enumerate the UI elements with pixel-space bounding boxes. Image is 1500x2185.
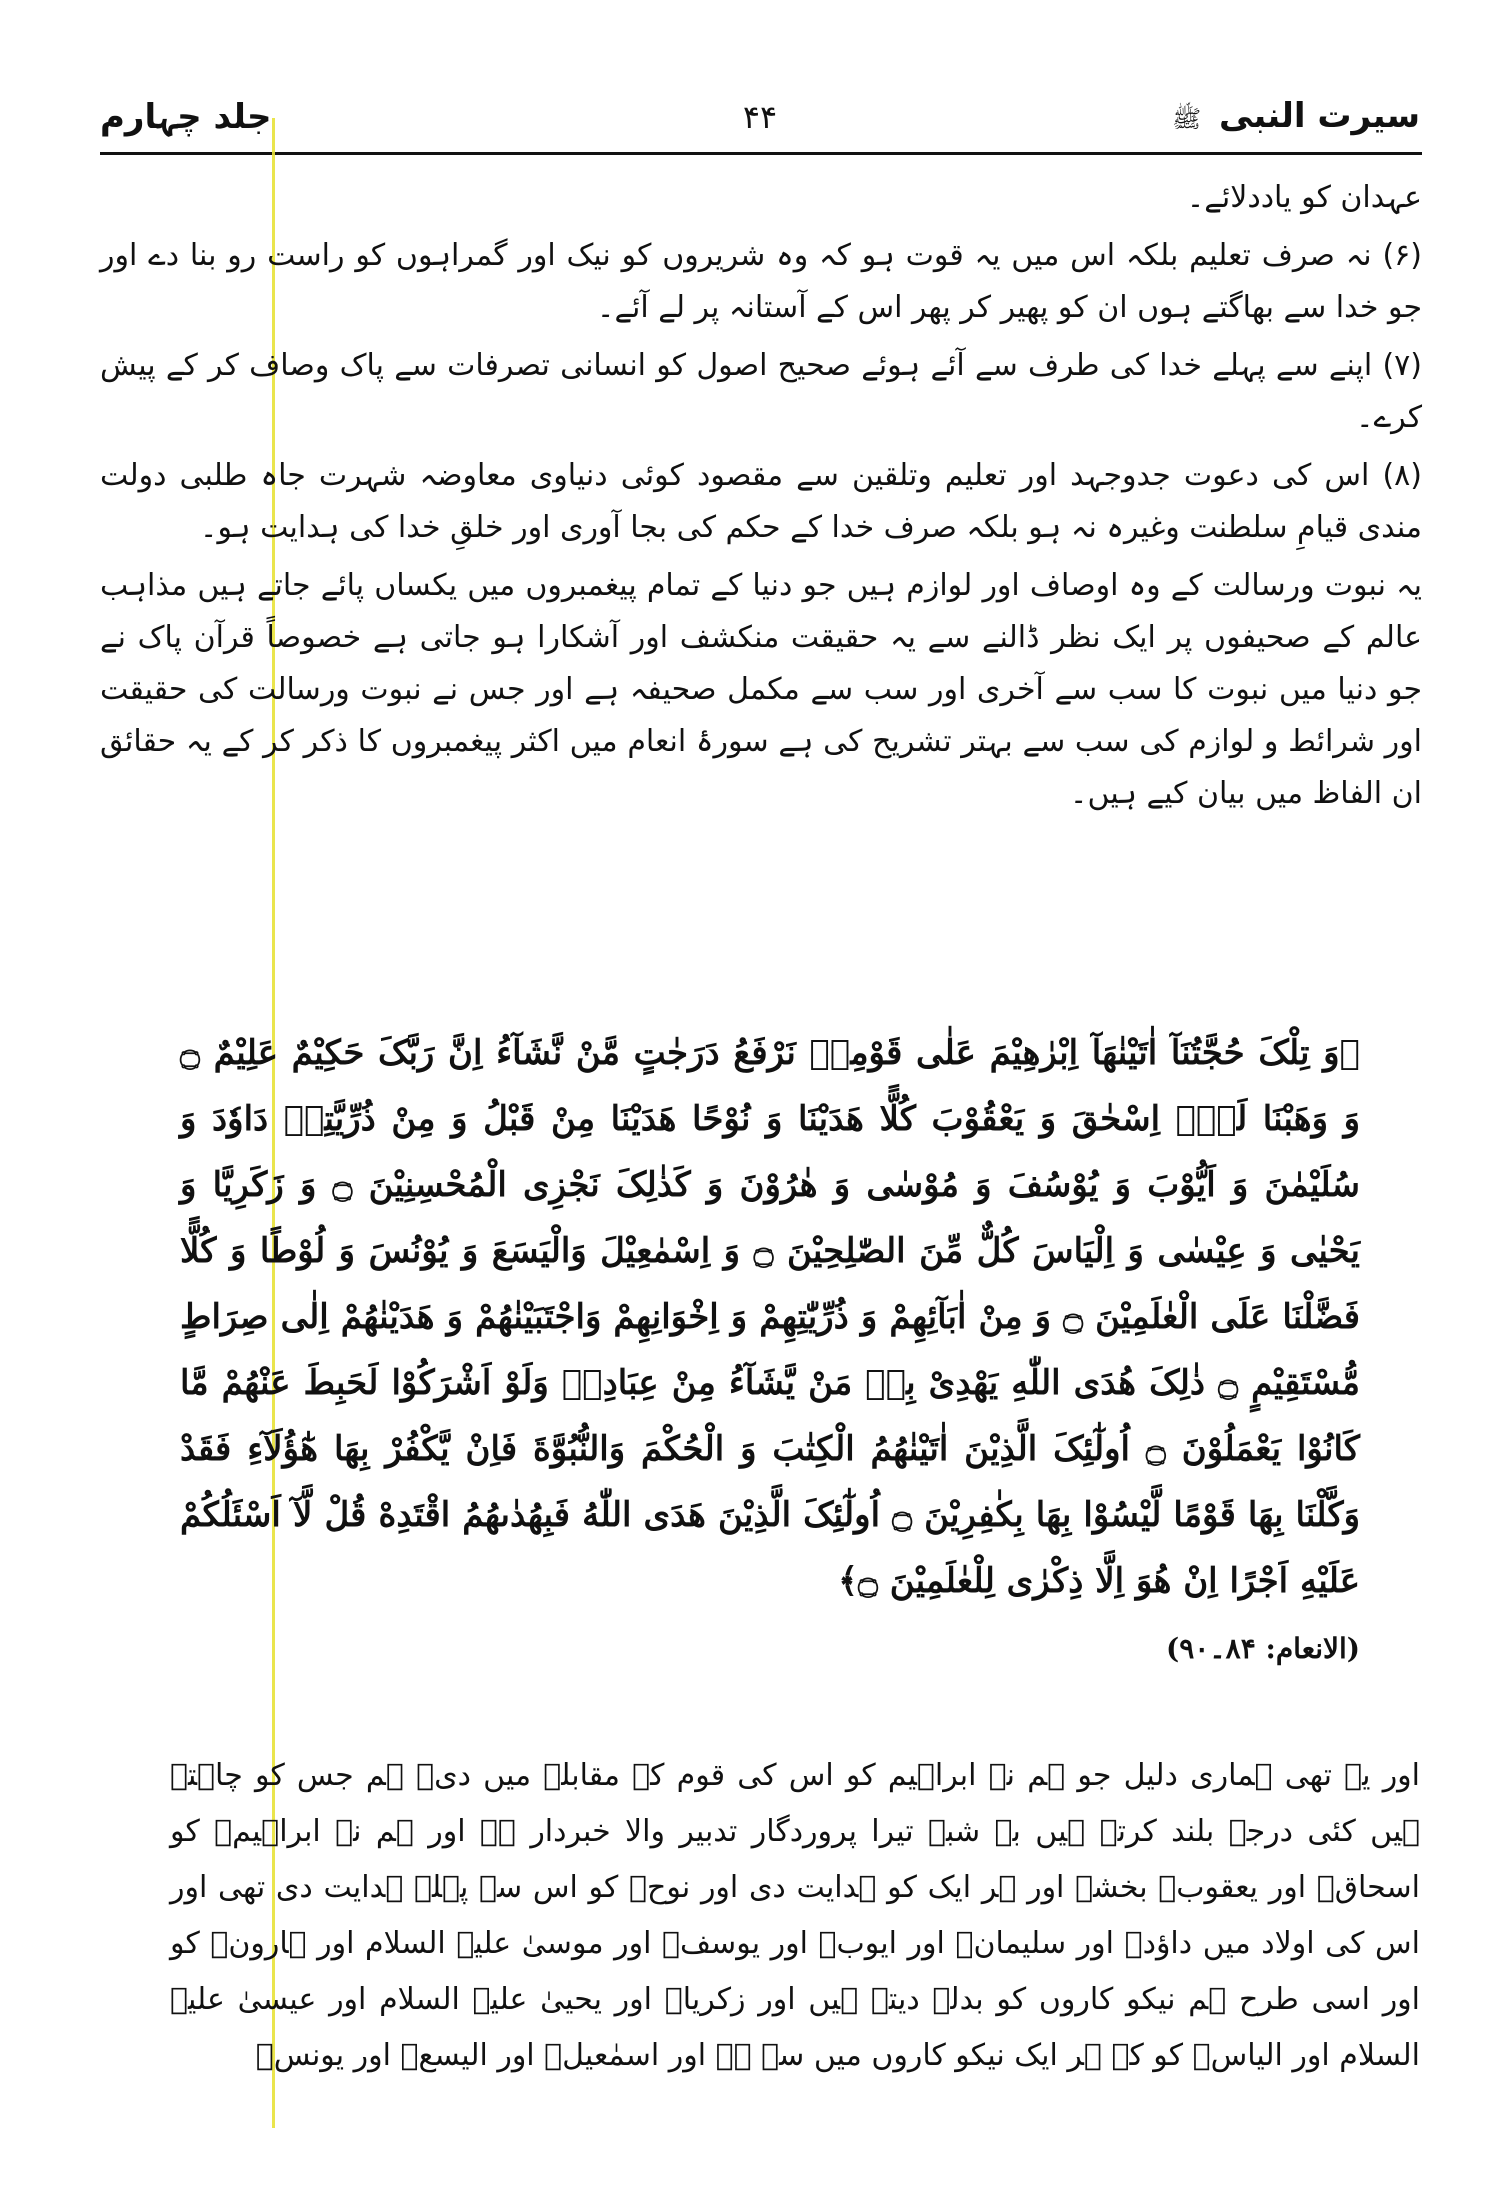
paragraph-summary: یہ نبوت ورسالت کے وہ اوصاف اور لوازم ہیں جو دنیا کے تمام پیغمبروں میں یکساں پائے جاتے ہیں مذاہب عالم کے صحیفوں پر ایک نظر ڈالنے سے یہ حقیقت منکشف اور آشکارا ہو جاتی ہے خصوصاً قرآن پاک نے جو دنیا میں نبوت کا سب سے آخری اور سب سے مکمل صحیفہ ہے اور جس نے نبوت ورسالت کی حقیقت اور شرائط و لوازم کی سب سے بہتر تشریح کی ہے سورۂ انعام میں اکثر پیغمبروں کا ذکر کر کے یہ حقائق ان الفاظ میں بیان کیے ہیں۔: [100, 568, 1422, 811]
body-text: [100, 172, 1422, 826]
translation-text: اور یہ تھی ہماری دلیل جو ہم نے ابراہیم کو اس کی قوم کے مقابلہ میں دی۔ ہم جس کو چاہتے ہیں کئی درجے بلند کرتے ہیں بے شبہ تیرا پروردگار تدبیر والا خبردار ہے اور ہم نے ابراہیمؑ کو اسحاقؑ اور یعقوبؑ بخشے اور ہر ایک کو ہدایت دی اور نوحؑ کو اس سے پہلے ہدایت دی تھی اور اس کی اولاد میں داؤدؑ اور سلیمانؑ اور ایوبؑ اور یوسفؑ اور موسیٰ علیہ السلام اور ہارونؑ کو اور اسی طرح ہم نیکو کاروں کو بدلہ دیتے ہیں اور زکریاؑ اور یحییٰ علیہ السلام اور عیسیٰ علیہ السلام اور الیاسؑ کو کہ ہر ایک نیکو کاروں میں سے ہے اور اسمٰعیلؑ اور الیسعؑ اور یونسؑ: [170, 1758, 1421, 2073]
paragraph-point-7: (۷) اپنے سے پہلے خدا کی طرف سے آئے ہوئے صحیح اصول کو انسانی تصرفات سے پاک وصاف کر کے پیش کرے۔: [100, 348, 1422, 435]
quran-citation: (الانعام: ۸۴۔۹۰): [1165, 1632, 1360, 1665]
volume-label: جلد چہارم: [100, 97, 272, 137]
header-divider: [100, 152, 1422, 155]
paragraph-1: عہدان کو یاددلائے۔: [1186, 180, 1422, 215]
book-title: [1172, 96, 1420, 139]
page-number: ۴۴: [742, 98, 778, 136]
quran-verse-text: ﴿وَ تِلْکَ حُجَّتُنَآ اٰتَیْنٰھَآ اِبْرٰھِیْمَ عَلٰی قَوْمِهٖ نَرْفَعُ دَرَجٰتٍ مَّنْ نَّشَآءُ اِنَّ رَبَّکَ حَکِیْمٌ عَلِیْمٌ ۝ وَ وَھَبْنَا لَهٗۤ اِسْحٰقَ وَ یَعْقُوْبَ کُلًّا ھَدَیْنَا وَ نُوْحًا ھَدَیْنَا مِنْ قَبْلُ وَ مِنْ ذُرِّیَّتِهٖ دَاوٗدَ وَ سُلَیْمٰنَ وَ اَیُّوْبَ وَ یُوْسُفَ وَ مُوْسٰی وَ ھٰرُوْنَ وَ کَذٰلِکَ نَجْزِی الْمُحْسِنِیْنَ ۝ وَ زَکَرِیَّا وَ یَحْیٰی وَ عِیْسٰی وَ اِلْیَاسَ کُلٌّ مِّنَ الصّٰلِحِیْنَ ۝ وَ اِسْمٰعِیْلَ وَالْیَسَعَ وَ یُوْنُسَ وَ لُوْطًا وَ کُلًّا فَضَّلْنَا عَلَی الْعٰلَمِیْنَ ۝ وَ مِنْ اٰبَآئِهِمْ وَ ذُرِّیّٰتِهِمْ وَ اِخْوَانِهِمْ وَاجْتَبَیْنٰھُمْ وَ ھَدَیْنٰھُمْ اِلٰی صِرَاطٍ مُّسْتَقِیْمٍ ۝ ذٰلِکَ ھُدَی اللّٰهِ یَھْدِیْ بِهٖ مَنْ یَّشَآءُ مِنْ عِبَادِهٖ وَلَوْ اَشْرَکُوْا لَحَبِطَ عَنْھُمْ مَّا کَانُوْا یَعْمَلُوْنَ ۝ اُولٰٓئِکَ الَّذِیْنَ اٰتَیْنٰھُمُ الْکِتٰبَ وَ الْحُکْمَ وَالنُّبُوَّةَ فَاِنْ یَّکْفُرْ بِھَا ھٰٓؤُلَآءِ فَقَدْ وَکَّلْنَا بِھَا قَوْمًا لَّیْسُوْا بِھَا بِکٰفِرِیْنَ ۝ اُولٰٓئِکَ الَّذِیْنَ ھَدَی اللّٰهُ فَبِھُدٰىھُمُ اقْتَدِهْ قُلْ لَّآ اَسْئَلُکُمْ عَلَیْهِ اَجْرًا اِنْ ھُوَ اِلَّا ذِکْرٰی لِلْعٰلَمِیْنَ ۝﴾: [180, 1033, 1360, 1601]
verse-translation: [170, 1748, 1420, 2084]
honorific-glyph: ﷺ: [1172, 105, 1202, 133]
paragraph-point-8: (۸) اس کی دعوت جدوجہد اور تعلیم وتلقین سے مقصود کوئی دنیاوی معاوضہ شہرت جاہ طلبی دولت مندی قیامِ سلطنت وغیرہ نہ ہو بلکہ صرف خدا کے حکم کی بجا آوری اور خلقِ خدا کی ہدایت ہو۔: [100, 458, 1422, 545]
quran-quotation: [180, 1020, 1360, 1682]
book-title-text: سیرت النبی: [1218, 96, 1420, 136]
page-header: [100, 96, 1420, 146]
paragraph-point-6: (۶) نہ صرف تعلیم بلکہ اس میں یہ قوت ہو کہ وہ شریروں کو نیک اور گمراہوں کو راست رو بنا دے اور جو خدا سے بھاگتے ہوں ان کو پھیر کر پھر اس کے آستانہ پر لے آئے۔: [100, 238, 1422, 325]
